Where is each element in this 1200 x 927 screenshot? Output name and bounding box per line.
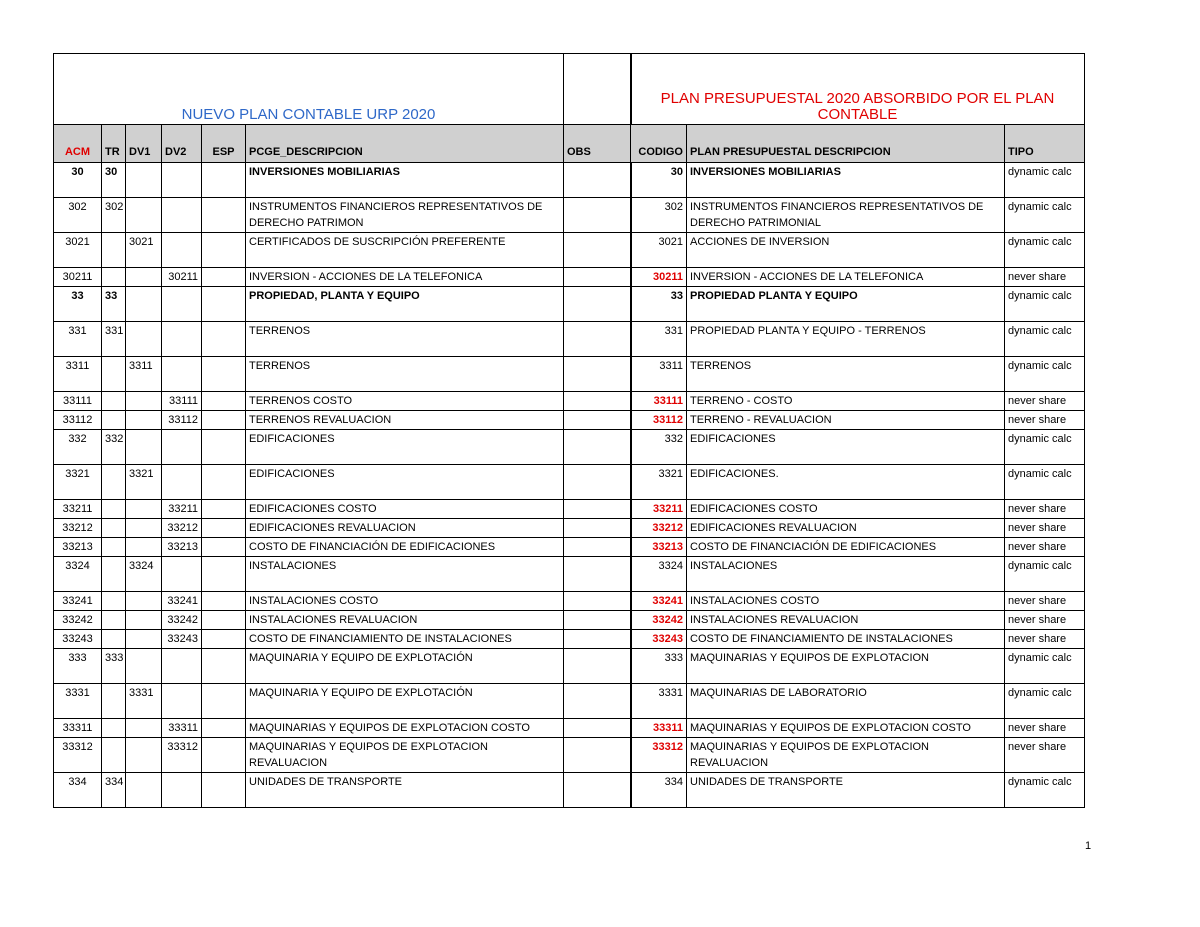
- dv2-cell: 33311: [162, 719, 202, 738]
- tipo-cell: never share: [1005, 738, 1085, 773]
- acm-cell: 33311: [54, 719, 102, 738]
- table-row: [631, 233, 1085, 268]
- tr-cell: [102, 357, 126, 392]
- codigo-cell: 33312: [631, 738, 687, 773]
- obs-cell: [564, 163, 632, 198]
- description-cell: TERRENOS: [246, 357, 564, 392]
- table-row: [54, 773, 632, 808]
- table-row: [54, 719, 632, 738]
- left-table-title: NUEVO PLAN CONTABLE URP 2020: [54, 54, 564, 125]
- description-cell: INVERSIONES MOBILIARIAS: [246, 163, 564, 198]
- acm-cell: 3324: [54, 557, 102, 592]
- plan-description-cell: COSTO DE FINANCIAMIENTO DE INSTALACIONES: [687, 630, 1005, 649]
- acm-cell: 30211: [54, 268, 102, 287]
- codigo-cell: 30211: [631, 268, 687, 287]
- table-row: [631, 268, 1085, 287]
- dv2-cell: [162, 287, 202, 322]
- header-obs: OBS: [564, 125, 632, 163]
- plan-description-cell: TERRENO - COSTO: [687, 392, 1005, 411]
- esp-cell: [202, 357, 246, 392]
- table-row: [54, 557, 632, 592]
- header-dv2: DV2: [162, 125, 202, 163]
- obs-cell: [564, 322, 632, 357]
- table-row: [54, 198, 632, 233]
- acm-cell: 3321: [54, 465, 102, 500]
- obs-cell: [564, 198, 632, 233]
- table-row: [54, 738, 632, 773]
- table-row: [631, 465, 1085, 500]
- dv2-cell: 33243: [162, 630, 202, 649]
- plan-description-cell: TERRENO - REVALUACION: [687, 411, 1005, 430]
- tipo-cell: dynamic calc: [1005, 684, 1085, 719]
- header-acm: ACM: [54, 125, 102, 163]
- tr-cell: [102, 557, 126, 592]
- tipo-cell: never share: [1005, 630, 1085, 649]
- obs-cell: [564, 630, 632, 649]
- tr-cell: [102, 268, 126, 287]
- dv2-cell: [162, 198, 202, 233]
- esp-cell: [202, 268, 246, 287]
- acm-cell: 30: [54, 163, 102, 198]
- plan-description-cell: EDIFICACIONES REVALUACION: [687, 519, 1005, 538]
- obs-cell: [564, 411, 632, 430]
- obs-cell: [564, 719, 632, 738]
- acm-cell: 33312: [54, 738, 102, 773]
- obs-cell: [564, 557, 632, 592]
- acm-cell: 33213: [54, 538, 102, 557]
- tipo-cell: dynamic calc: [1005, 322, 1085, 357]
- obs-cell: [564, 268, 632, 287]
- esp-cell: [202, 411, 246, 430]
- tr-cell: 30: [102, 163, 126, 198]
- tipo-cell: never share: [1005, 500, 1085, 519]
- acm-cell: 3311: [54, 357, 102, 392]
- tipo-cell: dynamic calc: [1005, 430, 1085, 465]
- codigo-cell: 3324: [631, 557, 687, 592]
- codigo-cell: 33: [631, 287, 687, 322]
- tr-cell: 33: [102, 287, 126, 322]
- table-row: [631, 738, 1085, 773]
- tipo-cell: never share: [1005, 611, 1085, 630]
- acm-cell: 3021: [54, 233, 102, 268]
- obs-cell: [564, 684, 632, 719]
- dv1-cell: [126, 322, 162, 357]
- esp-cell: [202, 465, 246, 500]
- dv1-cell: 3311: [126, 357, 162, 392]
- tr-cell: 302: [102, 198, 126, 233]
- esp-cell: [202, 500, 246, 519]
- description-cell: TERRENOS REVALUACION: [246, 411, 564, 430]
- tipo-cell: never share: [1005, 592, 1085, 611]
- table-row: [54, 538, 632, 557]
- dv1-cell: 3324: [126, 557, 162, 592]
- table-row: [54, 500, 632, 519]
- tipo-cell: never share: [1005, 392, 1085, 411]
- table-row: [54, 322, 632, 357]
- dv2-cell: 33211: [162, 500, 202, 519]
- obs-cell: [564, 592, 632, 611]
- esp-cell: [202, 611, 246, 630]
- dv1-cell: [126, 738, 162, 773]
- table-row: [631, 773, 1085, 808]
- description-cell: PROPIEDAD, PLANTA Y EQUIPO: [246, 287, 564, 322]
- description-cell: EDIFICACIONES COSTO: [246, 500, 564, 519]
- obs-cell: [564, 519, 632, 538]
- dv2-cell: [162, 163, 202, 198]
- obs-cell: [564, 611, 632, 630]
- table-row: [54, 163, 632, 198]
- tr-cell: [102, 719, 126, 738]
- obs-cell: [564, 500, 632, 519]
- codigo-cell: 3311: [631, 357, 687, 392]
- esp-cell: [202, 287, 246, 322]
- dv1-cell: 3331: [126, 684, 162, 719]
- table-row: [631, 519, 1085, 538]
- dv2-cell: 33242: [162, 611, 202, 630]
- description-cell: TERRENOS COSTO: [246, 392, 564, 411]
- obs-cell: [564, 649, 632, 684]
- dv2-cell: 33212: [162, 519, 202, 538]
- tr-cell: 334: [102, 773, 126, 808]
- obs-cell: [564, 465, 632, 500]
- table-row: [54, 233, 632, 268]
- acm-cell: 33: [54, 287, 102, 322]
- dv1-cell: [126, 268, 162, 287]
- tipo-cell: dynamic calc: [1005, 233, 1085, 268]
- description-cell: MAQUINARIAS Y EQUIPOS DE EXPLOTACION COSTO: [246, 719, 564, 738]
- description-cell: EDIFICACIONES: [246, 430, 564, 465]
- plan-description-cell: INSTALACIONES: [687, 557, 1005, 592]
- description-cell: TERRENOS: [246, 322, 564, 357]
- dv1-cell: [126, 430, 162, 465]
- codigo-cell: 33242: [631, 611, 687, 630]
- codigo-cell: 33112: [631, 411, 687, 430]
- acm-cell: 33242: [54, 611, 102, 630]
- table-row: [631, 538, 1085, 557]
- table-row: [54, 611, 632, 630]
- header-pcge-descripcion: PCGE_DESCRIPCION: [246, 125, 564, 163]
- acm-cell: 334: [54, 773, 102, 808]
- dv1-cell: [126, 519, 162, 538]
- table-row: [631, 287, 1085, 322]
- acm-cell: 33211: [54, 500, 102, 519]
- dv2-cell: [162, 357, 202, 392]
- plan-description-cell: INVERSION - ACCIONES DE LA TELEFONICA: [687, 268, 1005, 287]
- tipo-cell: dynamic calc: [1005, 287, 1085, 322]
- plan-description-cell: ACCIONES DE INVERSION: [687, 233, 1005, 268]
- codigo-cell: 331: [631, 322, 687, 357]
- acm-cell: 331: [54, 322, 102, 357]
- plan-description-cell: EDIFICACIONES COSTO: [687, 500, 1005, 519]
- dv2-cell: [162, 773, 202, 808]
- acm-cell: 33111: [54, 392, 102, 411]
- description-cell: MAQUINARIAS Y EQUIPOS DE EXPLOTACION REVALUACION: [246, 738, 564, 773]
- dv1-cell: [126, 287, 162, 322]
- plan-description-cell: MAQUINARIAS Y EQUIPOS DE EXPLOTACION COSTO: [687, 719, 1005, 738]
- dv1-cell: [126, 392, 162, 411]
- tr-cell: [102, 233, 126, 268]
- header-tipo: TIPO: [1005, 125, 1085, 163]
- tipo-cell: dynamic calc: [1005, 773, 1085, 808]
- esp-cell: [202, 430, 246, 465]
- esp-cell: [202, 163, 246, 198]
- description-cell: INSTALACIONES COSTO: [246, 592, 564, 611]
- codigo-cell: 3321: [631, 465, 687, 500]
- description-cell: INVERSION - ACCIONES DE LA TELEFONICA: [246, 268, 564, 287]
- esp-cell: [202, 519, 246, 538]
- tr-cell: [102, 738, 126, 773]
- obs-cell: [564, 430, 632, 465]
- tr-cell: [102, 392, 126, 411]
- dv2-cell: 33312: [162, 738, 202, 773]
- tr-cell: [102, 592, 126, 611]
- tipo-cell: never share: [1005, 411, 1085, 430]
- table-row: [54, 465, 632, 500]
- dv1-cell: [126, 649, 162, 684]
- dv1-cell: 3321: [126, 465, 162, 500]
- table-row: [54, 357, 632, 392]
- header-codigo: CODIGO: [631, 125, 687, 163]
- tr-cell: 333: [102, 649, 126, 684]
- plan-presupuestal-table: [630, 53, 1085, 808]
- codigo-cell: 33213: [631, 538, 687, 557]
- acm-cell: 333: [54, 649, 102, 684]
- dv1-cell: [126, 198, 162, 233]
- codigo-cell: 30: [631, 163, 687, 198]
- plan-description-cell: UNIDADES DE TRANSPORTE: [687, 773, 1005, 808]
- table-row: [631, 322, 1085, 357]
- tipo-cell: dynamic calc: [1005, 649, 1085, 684]
- plan-description-cell: PROPIEDAD PLANTA Y EQUIPO - TERRENOS: [687, 322, 1005, 357]
- dv1-cell: [126, 592, 162, 611]
- codigo-cell: 302: [631, 198, 687, 233]
- acm-cell: 33243: [54, 630, 102, 649]
- tr-cell: [102, 500, 126, 519]
- tipo-cell: never share: [1005, 719, 1085, 738]
- tipo-cell: never share: [1005, 538, 1085, 557]
- table-row: [631, 557, 1085, 592]
- tipo-cell: dynamic calc: [1005, 465, 1085, 500]
- header-tr: TR: [102, 125, 126, 163]
- esp-cell: [202, 538, 246, 557]
- tipo-cell: dynamic calc: [1005, 198, 1085, 233]
- dv1-cell: [126, 630, 162, 649]
- left-header-row: [54, 125, 632, 163]
- table-row: [54, 684, 632, 719]
- description-cell: INSTALACIONES: [246, 557, 564, 592]
- acm-cell: 33112: [54, 411, 102, 430]
- header-esp: ESP: [202, 125, 246, 163]
- dv1-cell: [126, 719, 162, 738]
- description-cell: EDIFICACIONES REVALUACION: [246, 519, 564, 538]
- table-row: [631, 411, 1085, 430]
- dv2-cell: [162, 557, 202, 592]
- table-row: [631, 611, 1085, 630]
- tr-cell: [102, 465, 126, 500]
- dv2-cell: 33241: [162, 592, 202, 611]
- description-cell: MAQUINARIA Y EQUIPO DE EXPLOTACIÓN: [246, 684, 564, 719]
- dv2-cell: 30211: [162, 268, 202, 287]
- tr-cell: [102, 611, 126, 630]
- codigo-cell: 332: [631, 430, 687, 465]
- tr-cell: 331: [102, 322, 126, 357]
- esp-cell: [202, 392, 246, 411]
- tr-cell: [102, 630, 126, 649]
- dv2-cell: [162, 684, 202, 719]
- nuevo-plan-contable-table: [53, 53, 632, 808]
- obs-cell: [564, 357, 632, 392]
- obs-cell: [564, 233, 632, 268]
- esp-cell: [202, 630, 246, 649]
- obs-cell: [564, 287, 632, 322]
- esp-cell: [202, 738, 246, 773]
- acm-cell: 3331: [54, 684, 102, 719]
- page-number: 1: [1085, 840, 1092, 852]
- plan-description-cell: INSTRUMENTOS FINANCIEROS REPRESENTATIVOS DE DERECHO PATRIMONIAL: [687, 198, 1005, 233]
- dv2-cell: [162, 465, 202, 500]
- esp-cell: [202, 233, 246, 268]
- description-cell: CERTIFICADOS DE SUSCRIPCIÓN PREFERENTE: [246, 233, 564, 268]
- table-row: [54, 430, 632, 465]
- esp-cell: [202, 719, 246, 738]
- table-row: [54, 287, 632, 322]
- description-cell: INSTRUMENTOS FINANCIEROS REPRESENTATIVOS DE DERECHO PATRIMON: [246, 198, 564, 233]
- dv1-cell: 3021: [126, 233, 162, 268]
- plan-description-cell: EDIFICACIONES.: [687, 465, 1005, 500]
- esp-cell: [202, 592, 246, 611]
- plan-description-cell: MAQUINARIAS Y EQUIPOS DE EXPLOTACION REVALUACION: [687, 738, 1005, 773]
- dv2-cell: [162, 233, 202, 268]
- description-cell: UNIDADES DE TRANSPORTE: [246, 773, 564, 808]
- header-dv1: DV1: [126, 125, 162, 163]
- plan-description-cell: INSTALACIONES REVALUACION: [687, 611, 1005, 630]
- table-row: [631, 630, 1085, 649]
- table-row: [54, 630, 632, 649]
- obs-cell: [564, 738, 632, 773]
- tr-cell: [102, 411, 126, 430]
- acm-cell: 332: [54, 430, 102, 465]
- dv1-cell: [126, 773, 162, 808]
- plan-description-cell: MAQUINARIAS Y EQUIPOS DE EXPLOTACION: [687, 649, 1005, 684]
- table-row: [631, 649, 1085, 684]
- dv2-cell: 33213: [162, 538, 202, 557]
- tipo-cell: dynamic calc: [1005, 557, 1085, 592]
- table-row: [631, 719, 1085, 738]
- dv2-cell: 33111: [162, 392, 202, 411]
- tipo-cell: dynamic calc: [1005, 163, 1085, 198]
- dv1-cell: [126, 411, 162, 430]
- codigo-cell: 33243: [631, 630, 687, 649]
- description-cell: INSTALACIONES REVALUACION: [246, 611, 564, 630]
- obs-cell: [564, 392, 632, 411]
- dv1-cell: [126, 538, 162, 557]
- codigo-cell: 33212: [631, 519, 687, 538]
- esp-cell: [202, 557, 246, 592]
- codigo-cell: 33211: [631, 500, 687, 519]
- obs-cell: [564, 773, 632, 808]
- esp-cell: [202, 198, 246, 233]
- tr-cell: [102, 538, 126, 557]
- description-cell: COSTO DE FINANCIACIÓN DE EDIFICACIONES: [246, 538, 564, 557]
- acm-cell: 33241: [54, 592, 102, 611]
- plan-description-cell: INSTALACIONES COSTO: [687, 592, 1005, 611]
- tipo-cell: dynamic calc: [1005, 357, 1085, 392]
- dv2-cell: 33112: [162, 411, 202, 430]
- right-header-row: [631, 125, 1085, 163]
- table-row: [54, 519, 632, 538]
- description-cell: COSTO DE FINANCIAMIENTO DE INSTALACIONES: [246, 630, 564, 649]
- header-plan-presupuestal-descripcion: PLAN PRESUPUESTAL DESCRIPCION: [687, 125, 1005, 163]
- plan-description-cell: MAQUINARIAS DE LABORATORIO: [687, 684, 1005, 719]
- codigo-cell: 33111: [631, 392, 687, 411]
- description-cell: EDIFICACIONES: [246, 465, 564, 500]
- dv1-cell: [126, 500, 162, 519]
- tipo-cell: never share: [1005, 268, 1085, 287]
- table-row: [631, 500, 1085, 519]
- codigo-cell: 333: [631, 649, 687, 684]
- esp-cell: [202, 322, 246, 357]
- table-row: [54, 649, 632, 684]
- table-row: [631, 592, 1085, 611]
- plan-description-cell: PROPIEDAD PLANTA Y EQUIPO: [687, 287, 1005, 322]
- dv2-cell: [162, 322, 202, 357]
- table-row: [631, 430, 1085, 465]
- esp-cell: [202, 684, 246, 719]
- tr-cell: [102, 684, 126, 719]
- tr-cell: [102, 519, 126, 538]
- dv1-cell: [126, 163, 162, 198]
- obs-cell: [564, 538, 632, 557]
- table-row: [631, 357, 1085, 392]
- table-row: [631, 392, 1085, 411]
- tr-cell: 332: [102, 430, 126, 465]
- table-row: [54, 392, 632, 411]
- plan-description-cell: INVERSIONES MOBILIARIAS: [687, 163, 1005, 198]
- codigo-cell: 3331: [631, 684, 687, 719]
- table-row: [54, 592, 632, 611]
- table-row: [54, 268, 632, 287]
- description-cell: MAQUINARIA Y EQUIPO DE EXPLOTACIÓN: [246, 649, 564, 684]
- plan-description-cell: EDIFICACIONES: [687, 430, 1005, 465]
- plan-description-cell: TERRENOS: [687, 357, 1005, 392]
- plan-description-cell: COSTO DE FINANCIACIÓN DE EDIFICACIONES: [687, 538, 1005, 557]
- dv1-cell: [126, 611, 162, 630]
- esp-cell: [202, 773, 246, 808]
- codigo-cell: 33311: [631, 719, 687, 738]
- codigo-cell: 33241: [631, 592, 687, 611]
- right-table-title: PLAN PRESUPUESTAL 2020 ABSORBIDO POR EL PLAN CONTABLE: [631, 54, 1085, 125]
- left-title-spacer: [564, 54, 632, 125]
- esp-cell: [202, 649, 246, 684]
- table-row: [631, 163, 1085, 198]
- codigo-cell: 334: [631, 773, 687, 808]
- table-row: [54, 411, 632, 430]
- dv2-cell: [162, 649, 202, 684]
- table-row: [631, 684, 1085, 719]
- acm-cell: 33212: [54, 519, 102, 538]
- codigo-cell: 3021: [631, 233, 687, 268]
- acm-cell: 302: [54, 198, 102, 233]
- dv2-cell: [162, 430, 202, 465]
- tipo-cell: never share: [1005, 519, 1085, 538]
- table-row: [631, 198, 1085, 233]
